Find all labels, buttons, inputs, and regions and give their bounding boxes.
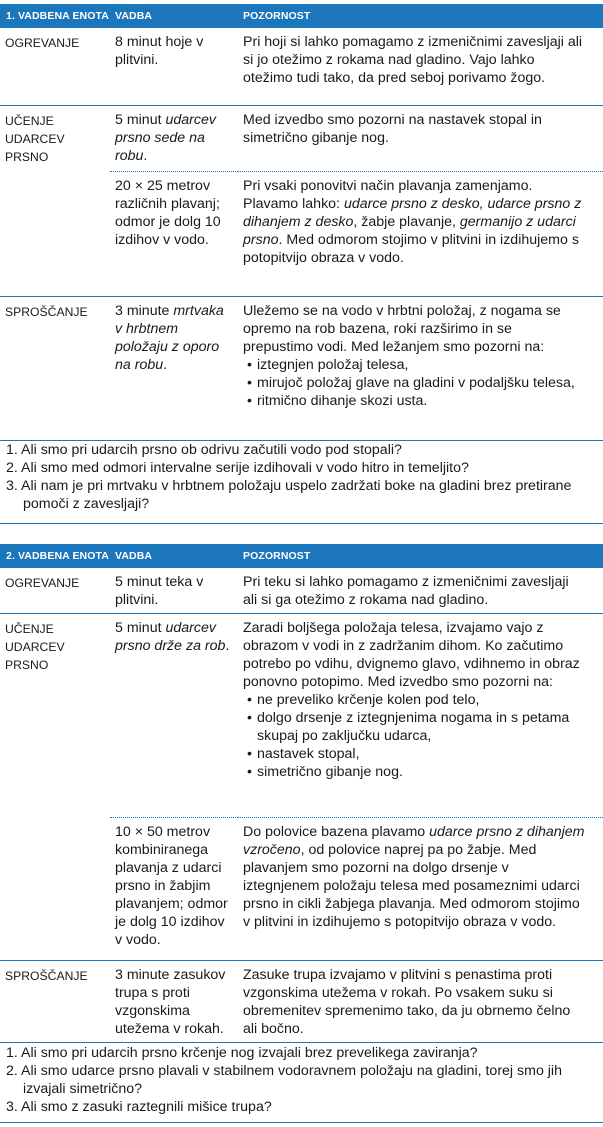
question: 1. Ali smo pri udarcih prsno krčenje nog izvajali brez prevelikega zaviranja? (6, 1045, 478, 1061)
list-item: • nastavek stopal, (243, 745, 585, 763)
attention-text (243, 619, 585, 691)
list-item: • iztegnjen položaj telesa, (243, 356, 585, 374)
text-run: Uležemo se na vodo v hrbtni položaj, z nogama se opremo na rob bazena, roki razširimo in se prepustimo vodi. Med ležanjem smo pozorni na: (243, 303, 561, 355)
text-run: 5 minut (115, 620, 166, 636)
text-run: Do polovice bazena plavamo (243, 824, 430, 840)
training-unit-1-table (0, 4, 603, 441)
table-header-row (0, 4, 603, 28)
attention-cell (238, 614, 603, 818)
attention-text (243, 302, 585, 356)
text-run: Med izvedbo smo pozorni na nastavek stopal in simetrično gibanje nog. (243, 112, 542, 146)
column-header-vadba: VADBA (110, 4, 238, 28)
phase-label: UČENJE UDARCEV PRSNO (0, 614, 110, 818)
unit-1-questions (0, 441, 603, 524)
question: 3. Ali smo z zasuki raztegnili mišice trupa? (6, 1099, 272, 1115)
text-run: , od polovice naprej pa po žabje. Med plavanjem smo pozorni na dolgo drsenje v iztegnjenem položaju telesa med posameznimi udarci prsno in cikli žabjega plavanja. Med odmorom stojimo v plitvini in izdihujemo s potopitvijo obraza v vodo. (243, 842, 580, 930)
italic-text: udarcev prsno drže za rob (115, 620, 226, 654)
table-row (0, 297, 603, 441)
unit-title: 1. VADBENA ENOTA (0, 4, 110, 28)
phase-label (0, 172, 110, 297)
text-run: . (225, 638, 230, 654)
table-row (0, 818, 603, 961)
text-run: Pri vsaki ponovitvi način plavanja zamenjamo. Plavamo lahko: (243, 178, 533, 212)
text-run: 3 minute zasukov trupa s proti vzgonskima utežema v rokah. (115, 967, 226, 1037)
question: 3. Ali nam je pri mrtvaku v hrbtnem položaju uspelo zadržati boke na gladini brez pretirane pomoči z zavesljaji? (6, 478, 572, 512)
attention-cell (238, 106, 603, 172)
attention-list (243, 356, 585, 410)
phase-label: OGREVANJE (0, 568, 110, 614)
exercise-cell (110, 297, 238, 441)
italic-text: udarcev prsno sede na robu (115, 112, 216, 164)
training-unit-2-table (0, 544, 603, 1043)
text-run: . (163, 357, 168, 373)
text-run: . Med odmorom stojimo v plitvini in izdihujemo s potopitvijo obraza v vodo. (243, 232, 579, 266)
list-item: • mirujoč položaj glave na gladini v podaljšku telesa, (243, 374, 585, 392)
italic-text: germanijo z udarci prsno (243, 214, 576, 248)
attention-cell (238, 172, 603, 297)
text-run: . (143, 148, 148, 164)
text-run: 10 × 50 metrov kombiniranega plavanja z udarci prsno in žabjim plavanjem; odmor je dolg 10 izdihov v vodo. (115, 824, 228, 948)
attention-cell (238, 28, 603, 106)
italic-text: udarce prsno z dihanjem vzročeno (243, 824, 585, 858)
table-row (0, 106, 603, 172)
phase-label (0, 818, 110, 961)
attention-cell (238, 961, 603, 1043)
text-run: Pri hoji si lahko pomagamo z izmeničnimi zavesljaji ali si jo otežimo z rokama nad gladino. Vajo lahko otežimo tudi tako, da pred seboj porivamo žogo. (243, 34, 583, 86)
phase-label: UČENJE UDARCEV PRSNO (0, 106, 110, 172)
exercise-cell (110, 172, 238, 297)
text-run: 8 minut hoje v plitvini. (115, 34, 204, 68)
italic-text: mrtvaka v hrbtnem položaju z oporo na robu (115, 303, 224, 373)
column-header-pozornost: POZORNOST (238, 4, 603, 28)
text-run: Zasuke trupa izvajamo v plitvini s penastima proti vzgonskima utežema v rokah. Po vsakem suku si obremenitev spremenimo tako, da ju obrnemo čelno ali bočno. (243, 967, 571, 1037)
list-item: • dolgo drsenje z iztegnjenima nogama in s petama skupaj po zaključku udarca, (243, 709, 585, 745)
text-run: , žabje plavanje, (353, 214, 460, 230)
text-run: 5 minut teka v plitvini. (115, 574, 204, 608)
phase-label: SPROŠČANJE (0, 297, 110, 441)
table-row (0, 614, 603, 818)
question: 2. Ali smo udarce prsno plavali v stabilnem vodoravnem položaju na gladini, torej smo jih izvajali simetrično? (6, 1063, 562, 1097)
exercise-cell (110, 614, 238, 818)
exercise-cell (110, 568, 238, 614)
question: 1. Ali smo pri udarcih prsno ob odrivu začutili vodo pod stopali? (6, 442, 402, 458)
text-run: Zaradi boljšega položaja telesa, izvajamo vajo z obrazom v vodi in z zadržanim dihom. Ko začutimo potrebo po vdihu, dvignemo glavo, vdihnemo in obraz ponovno potopimo. Med izvedbo smo pozorni na: (243, 620, 580, 690)
table-row (0, 172, 603, 297)
attention-cell (238, 568, 603, 614)
table-row (0, 28, 603, 106)
exercise-cell (110, 28, 238, 106)
question: 2. Ali smo med odmori intervalne serije izdihovali v vodo hitro in temeljito? (6, 460, 469, 476)
list-item: • simetrično gibanje nog. (243, 763, 585, 781)
phase-label: SPROŠČANJE (0, 961, 110, 1043)
text-run: 20 × 25 metrov različnih plavanj; odmor je dolg 10 izdihov v vodo. (115, 178, 221, 248)
column-header-vadba: VADBA (110, 544, 238, 568)
text-run: 3 minute (115, 303, 174, 319)
attention-cell (238, 297, 603, 441)
exercise-cell (110, 106, 238, 172)
unit-title: 2. VADBENA ENOTA (0, 544, 110, 568)
text-run: 5 minut (115, 112, 166, 128)
attention-cell (238, 818, 603, 961)
column-header-pozornost: POZORNOST (238, 544, 603, 568)
unit-2-questions (0, 1044, 603, 1123)
attention-list (243, 691, 585, 781)
text-run: Pri teku si lahko pomagamo z izmeničnimi zavesljaji ali si ga otežimo z rokama nad gladino. (243, 574, 569, 608)
list-item: • ritmično dihanje skozi usta. (243, 392, 585, 410)
italic-text: udarce prsno z desko, udarce prsno z dihanjem z desko (243, 196, 582, 230)
table-header-row (0, 544, 603, 568)
exercise-cell (110, 961, 238, 1043)
phase-label: OGREVANJE (0, 28, 110, 106)
table-row (0, 568, 603, 614)
table-row (0, 961, 603, 1043)
exercise-cell (110, 818, 238, 961)
list-item: • ne preveliko krčenje kolen pod telo, (243, 691, 585, 709)
